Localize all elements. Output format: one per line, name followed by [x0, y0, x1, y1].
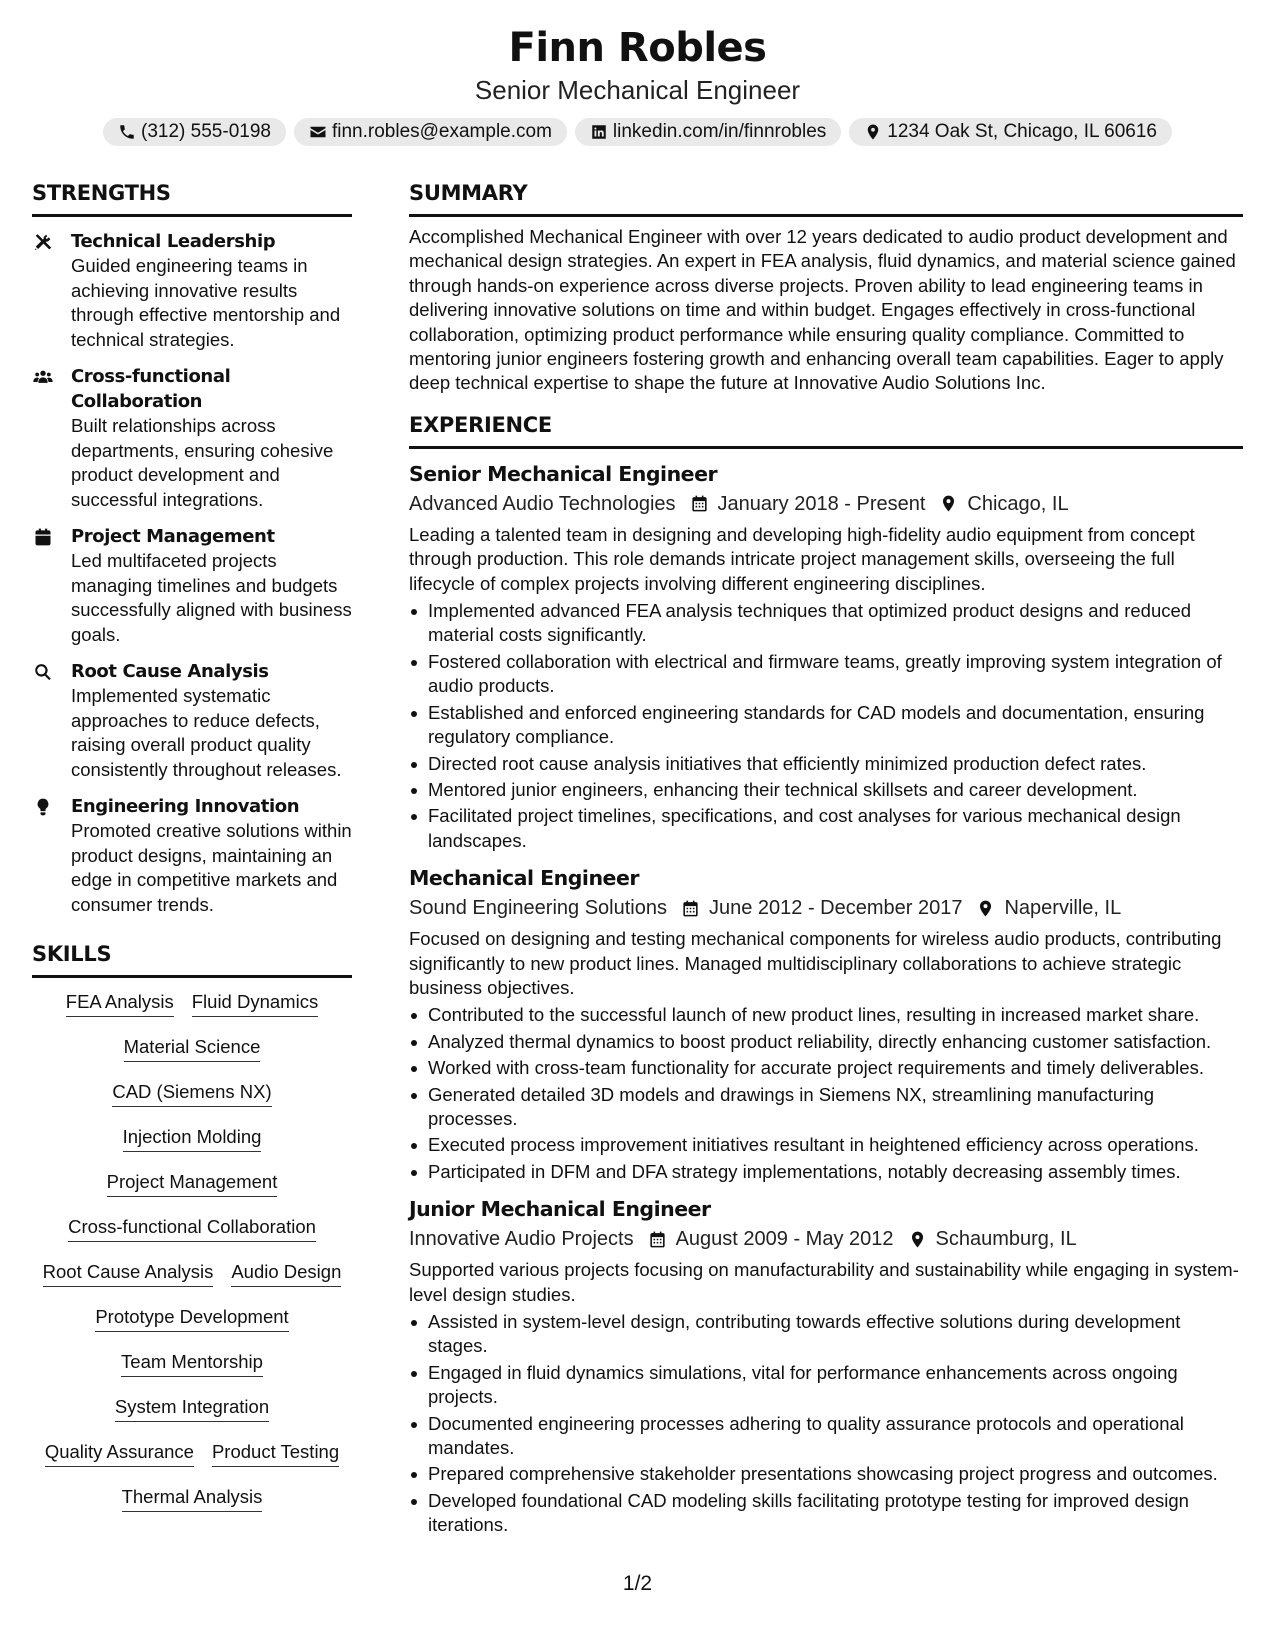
job-bullet: Participated in DFM and DFA strategy implementations, notably decreasing assembly times.: [409, 1160, 1243, 1184]
contact-linkedin-text: linkedin.com/in/finnrobles: [612, 121, 827, 142]
strength-title: Root Cause Analysis: [71, 661, 269, 682]
job-bullet: Engaged in fluid dynamics simulations, vital for performance enhancements across ongoing projects.: [409, 1361, 1243, 1410]
experience-heading: EXPERIENCE: [409, 410, 1243, 449]
strength-item: [32, 364, 352, 512]
skill-row: [95, 1305, 288, 1350]
job-bullet: Prepared comprehensive stakeholder presentations showcasing project progress and outcomes.: [409, 1462, 1243, 1486]
phone-icon: [118, 123, 136, 141]
job-description: Focused on designing and testing mechanical components for wireless audio products, contributing significantly to new product lines. Managed multidisciplinary collaborations to achieve strategic business objectives.: [409, 928, 1222, 998]
job-bullet: Implemented advanced FEA analysis techniques that optimized product designs and reduced material costs significantly.: [409, 599, 1243, 648]
tools-icon: [32, 232, 54, 252]
right-column: [409, 178, 1243, 1540]
contact-email-text: finn.robles@example.com: [331, 121, 552, 142]
skill-row: [107, 1170, 278, 1215]
summary-text: Accomplished Mechanical Engineer with over 12 years dedicated to audio product development and mechanical design strategies. An expert in FEA analysis, fluid dynamics, and material science gained through hands-on experience across diverse projects. Proven ability to lead engineering teams in delivering innovative solutions on time and within budget. Engages effectively in cross-functional collaboration, optimizing product performance while ensuring quality compliance. Committed to mentoring junior engineers fostering growth and enhancing overall team capabilities. Eager to apply deep technical expertise to shape the future at Innovative Audio Solutions Inc.: [409, 226, 1236, 394]
lightbulb-icon: [32, 797, 54, 817]
job-dates: August 2009 - May 2012: [675, 1228, 894, 1251]
job-bullet: Fostered collaboration with electrical and firmware teams, greatly improving system integration of audio products.: [409, 650, 1243, 699]
linkedin-icon: [590, 123, 608, 141]
skill-tag: CAD (Siemens NX): [112, 1080, 271, 1107]
job-company: Sound Engineering Solutions: [409, 897, 667, 920]
skill-row: [68, 1215, 316, 1260]
strength-title: Technical Leadership: [71, 231, 276, 252]
calendar-icon: [32, 527, 54, 547]
skill-tag: Fluid Dynamics: [192, 990, 318, 1017]
contact-address-text: 1234 Oak St, Chicago, IL 60616: [887, 121, 1157, 142]
magnifier-icon: [32, 662, 54, 682]
job-meta: [409, 489, 1243, 519]
calendar-icon: [690, 494, 709, 513]
job-location: Chicago, IL: [967, 492, 1069, 515]
skill-row: [43, 1260, 342, 1305]
strength-desc: Promoted creative solutions within product designs, maintaining an edge in competitive markets and consumer trends.: [71, 820, 352, 915]
map-pin-icon: [976, 899, 995, 918]
skill-row: [124, 1035, 261, 1080]
job-title: Senior Mechanical Engineer: [409, 461, 718, 486]
skill-tag: Thermal Analysis: [122, 1485, 263, 1512]
skills-heading: SKILLS: [32, 939, 352, 978]
job-dates: June 2012 - December 2017: [708, 897, 963, 920]
job-bullets: [409, 1310, 1243, 1538]
job-description: Supported various projects focusing on manufacturability and sustainability while engaging in system-level design studies.: [409, 1259, 1239, 1305]
strength-title: Project Management: [71, 526, 275, 547]
skill-tag: Injection Molding: [123, 1125, 262, 1152]
job-bullet: Generated detailed 3D models and drawings in Siemens NX, streamlining manufacturing processes.: [409, 1083, 1243, 1132]
contact-bar: [0, 118, 1275, 146]
job-bullet: Contributed to the successful launch of new product lines, resulting in increased market share.: [409, 1003, 1243, 1027]
skill-row: [121, 1350, 263, 1395]
candidate-title: Senior Mechanical Engineer: [474, 75, 801, 105]
job-entry: [409, 459, 1243, 853]
contact-phone[interactable]: [103, 118, 286, 146]
job-bullet: Facilitated project timelines, specifications, and cost analyses for various mechanical design landscapes.: [409, 804, 1243, 853]
strength-item: [32, 229, 352, 352]
job-location: Naperville, IL: [1004, 897, 1122, 920]
users-icon: [32, 367, 54, 387]
page-number: 1/2: [622, 1572, 653, 1595]
skill-tag: FEA Analysis: [66, 990, 174, 1017]
skill-tag: Material Science: [124, 1035, 261, 1062]
job-entry: [409, 1194, 1243, 1537]
strength-desc: Led multifaceted projects managing timelines and budgets successfully aligned with business goals.: [71, 550, 352, 645]
strength-item: [32, 794, 352, 917]
skill-tag: Product Testing: [212, 1440, 339, 1467]
skill-tag: Team Mentorship: [121, 1350, 263, 1377]
strength-title: Engineering Innovation: [71, 796, 300, 817]
skills-list: [32, 990, 352, 1530]
job-bullet: Directed root cause analysis initiatives that efficiently minimized production defect rates.: [409, 752, 1243, 776]
map-pin-icon: [908, 1230, 927, 1249]
job-bullet: Executed process improvement initiatives resultant in heightened efficiency across operations.: [409, 1133, 1243, 1157]
job-title: Junior Mechanical Engineer: [409, 1197, 711, 1222]
skill-tag: Project Management: [107, 1170, 278, 1197]
skill-tag: Audio Design: [231, 1260, 341, 1287]
skill-row: [45, 1440, 339, 1485]
calendar-icon: [648, 1230, 667, 1249]
job-bullets: [409, 1003, 1243, 1184]
strengths-heading: STRENGTHS: [32, 178, 352, 217]
candidate-name: Finn Robles: [508, 25, 767, 71]
contact-linkedin[interactable]: [575, 118, 841, 146]
skill-tag: Quality Assurance: [45, 1440, 194, 1467]
job-meta: [409, 893, 1243, 923]
skill-tag: Prototype Development: [95, 1305, 288, 1332]
skill-row: [112, 1080, 271, 1125]
job-bullet: Mentored junior engineers, enhancing their technical skillsets and career development.: [409, 778, 1243, 802]
skill-row: [123, 1125, 262, 1170]
job-dates: January 2018 - Present: [717, 492, 926, 515]
strength-desc: Guided engineering teams in achieving innovative results through effective mentorship and technical strategies.: [71, 255, 341, 350]
job-bullet: Established and enforced engineering standards for CAD models and documentation, ensuring regulatory compliance.: [409, 701, 1243, 750]
contact-phone-text: (312) 555-0198: [141, 121, 271, 142]
job-description: Leading a talented team in designing and developing high-fidelity audio equipment from concept through production. This role demands intricate project management skills, overseeing the full lifecycle of complex projects involving different engineering disciplines.: [409, 523, 1195, 594]
skill-tag: Root Cause Analysis: [43, 1260, 214, 1287]
strength-desc: Built relationships across departments, ensuring cohesive product development and successful integrations.: [71, 415, 334, 510]
strength-desc: Implemented systematic approaches to reduce defects, raising overall product quality consistently throughout releases.: [71, 685, 342, 780]
job-bullet: Documented engineering processes adhering to quality assurance protocols and operational mandates.: [409, 1412, 1243, 1461]
job-company: Advanced Audio Technologies: [409, 492, 676, 515]
contact-email[interactable]: [294, 118, 567, 146]
job-bullet: Worked with cross-team functionality for accurate project requirements and timely deliverables.: [409, 1056, 1243, 1080]
job-bullet: Developed foundational CAD modeling skills facilitating prototype testing for improved design iterations.: [409, 1489, 1243, 1538]
map-pin-icon: [864, 123, 882, 141]
strength-title: Cross-functional Collaboration: [71, 366, 231, 412]
skill-row: [66, 990, 318, 1035]
strength-item: [32, 524, 352, 647]
skill-row: [115, 1395, 269, 1440]
job-bullet: Analyzed thermal dynamics to boost product reliability, directly enhancing customer satisfaction.: [409, 1030, 1243, 1054]
skill-tag: System Integration: [115, 1395, 269, 1422]
contact-address[interactable]: [849, 118, 1172, 146]
job-entry: [409, 863, 1243, 1184]
map-pin-icon: [939, 494, 958, 513]
envelope-icon: [309, 123, 327, 141]
job-meta: [409, 1224, 1243, 1254]
job-bullet: Assisted in system-level design, contributing towards effective solutions during development stages.: [409, 1310, 1243, 1359]
skill-tag: Cross-functional Collaboration: [68, 1215, 316, 1242]
resume-header: [0, 22, 1275, 146]
summary-heading: SUMMARY: [409, 178, 1243, 217]
job-company: Innovative Audio Projects: [409, 1228, 634, 1251]
left-column: [32, 178, 352, 1530]
job-location: Schaumburg, IL: [935, 1228, 1077, 1251]
job-bullets: [409, 599, 1243, 853]
skill-row: [122, 1485, 263, 1530]
job-title: Mechanical Engineer: [409, 866, 639, 891]
strength-item: [32, 659, 352, 782]
calendar-icon: [681, 899, 700, 918]
